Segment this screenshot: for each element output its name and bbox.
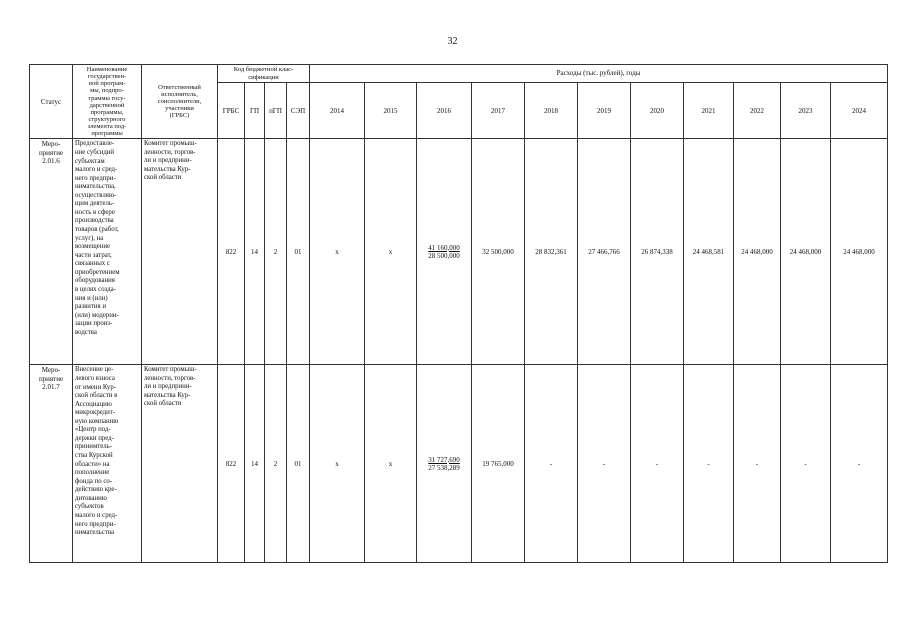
name-line: осуществляю- <box>75 191 117 199</box>
header-responsible-line: участники <box>165 105 194 113</box>
responsible-cell <box>142 365 218 563</box>
value-cell: 24 468,000 <box>781 139 831 365</box>
header-year: 2023 <box>781 83 831 139</box>
value-cell: - <box>631 365 684 563</box>
name-line: области» на <box>75 460 110 468</box>
header-gp: ГП <box>245 83 265 139</box>
table-row <box>30 139 888 365</box>
name-line: нимательства <box>75 529 114 537</box>
header-name-line: ной програм- <box>88 80 126 88</box>
responsible-line: мательства Кур- <box>144 391 191 399</box>
value-cell: - <box>525 365 578 563</box>
header-name-line: элемента под- <box>87 123 127 131</box>
name-line: Внесение це- <box>75 366 114 374</box>
header-year: 2014 <box>310 83 365 139</box>
name-line: держки пред- <box>75 434 114 442</box>
name-line: водства <box>75 328 97 336</box>
name-line: производства <box>75 217 114 225</box>
header-year: 2024 <box>831 83 888 139</box>
responsible-line: ской области <box>144 174 182 182</box>
name-line: ность в сфере <box>75 208 115 216</box>
name-line: «Центр под- <box>75 426 111 434</box>
name-line: товаров (работ, <box>75 226 119 234</box>
name-line: части затрат, <box>75 251 112 259</box>
header-year: 2019 <box>578 83 631 139</box>
name-line: развития и <box>75 303 107 311</box>
name-line: приобретением <box>75 268 120 276</box>
responsible-line: Комитет промыш- <box>144 366 197 374</box>
name-line: нимательства, <box>75 183 116 191</box>
value-cell: 24 468,000 <box>831 139 888 365</box>
header-name <box>73 65 142 139</box>
header-pgp: пГП <box>265 83 287 139</box>
header-expenses: Расходы (тыс. рублей), годы <box>310 65 888 83</box>
status-line: 2.01.7 <box>42 383 60 392</box>
header-budget-code <box>218 65 310 83</box>
name-line: ние субсидий <box>75 148 115 156</box>
header-responsible-line: (ГРБС) <box>169 112 190 120</box>
grbs-cell: 822 <box>218 365 245 563</box>
pgp-cell: 2 <box>265 365 287 563</box>
value-cell: 26 874,338 <box>631 139 684 365</box>
value-bottom: 27 538,289 <box>428 463 460 472</box>
name-line: услуг), на <box>75 234 104 242</box>
header-name-line: государствен- <box>87 73 127 81</box>
value-cell: - <box>734 365 781 563</box>
grbs-cell: 822 <box>218 139 245 365</box>
header-responsible <box>142 65 218 139</box>
status-line: приятие <box>38 148 64 157</box>
name-line: действию кре- <box>75 486 117 494</box>
name-line: в целях созда- <box>75 285 116 293</box>
header-year: 2017 <box>472 83 525 139</box>
name-line: щим деятель- <box>75 200 115 208</box>
name-line: микрокредит- <box>75 409 115 417</box>
activity-name-cell <box>73 139 142 365</box>
name-line: ской области в <box>75 392 118 400</box>
value-cell: х <box>310 365 365 563</box>
header-year: 2018 <box>525 83 578 139</box>
responsible-cell <box>142 139 218 365</box>
value-cell: 24 468,000 <box>734 139 781 365</box>
status-line: Меро- <box>41 140 61 149</box>
header-name-line: граммы госу- <box>88 94 126 102</box>
name-line: ную компанию <box>75 417 119 425</box>
value-cell: - <box>781 365 831 563</box>
responsible-line: ли и предприни- <box>144 383 192 391</box>
status-line: 2.01.6 <box>42 157 60 166</box>
responsible-line: мательства Кур- <box>144 165 191 173</box>
name-line: пополнение <box>75 469 110 477</box>
value-cell: х <box>365 365 417 563</box>
value-cell: - <box>578 365 631 563</box>
value-cell: 19 765,000 <box>472 365 525 563</box>
sep-cell: 01 <box>287 139 310 365</box>
value-top: 31 727,690 <box>428 455 460 464</box>
responsible-line: ской области <box>144 400 182 408</box>
value-cell: - <box>831 365 888 563</box>
name-line: него предпри- <box>75 174 116 182</box>
status-cell <box>30 365 73 563</box>
responsible-line: ленности, торгов- <box>144 148 196 156</box>
header-year: 2015 <box>365 83 417 139</box>
name-line: дитованию <box>75 494 107 502</box>
header-name-line: мы, подпро- <box>90 87 124 95</box>
header-name-line: программы, <box>90 108 124 116</box>
gp-cell: 14 <box>245 139 265 365</box>
name-line: связанных с <box>75 260 110 268</box>
name-line: Ассоциацию <box>75 400 112 408</box>
name-line: возмещение <box>75 243 111 251</box>
header-year: 2021 <box>684 83 734 139</box>
header-grbs: ГРБС <box>218 83 245 139</box>
name-line: фонда по со- <box>75 477 113 485</box>
value-cell: х <box>310 139 365 365</box>
header-year: 2022 <box>734 83 781 139</box>
name-line: зации произ- <box>75 320 113 328</box>
name-line: ства Курской <box>75 452 113 460</box>
status-cell <box>30 139 73 365</box>
sep-cell: 01 <box>287 365 310 563</box>
header-responsible-line: соисполнители, <box>157 98 202 106</box>
table-row <box>30 365 888 563</box>
value-bottom: 28 500,000 <box>428 251 460 260</box>
header-year: 2016 <box>417 83 472 139</box>
header-responsible-line: Ответственный <box>158 83 201 91</box>
value-cell-split <box>417 365 472 563</box>
value-top: 41 160,000 <box>428 243 460 252</box>
name-line: субъектов <box>75 503 104 511</box>
header-name-line: структурного <box>88 115 126 123</box>
header-status: Статус <box>30 65 73 139</box>
header-year: 2020 <box>631 83 684 139</box>
name-line: Предоставле- <box>75 140 115 148</box>
header-budget-code-line: Код бюджетной клас- <box>233 66 294 74</box>
gp-cell: 14 <box>245 365 265 563</box>
responsible-line: ли и предприни- <box>144 157 192 165</box>
header-sep: СЭП <box>287 83 310 139</box>
name-line: принимтель- <box>75 443 112 451</box>
header-name-line: дарственной <box>89 101 125 109</box>
value-cell-split <box>417 139 472 365</box>
status-line: Меро- <box>41 366 61 375</box>
name-line: него предпри- <box>75 520 116 528</box>
page-number: 32 <box>447 36 458 47</box>
budget-table <box>29 64 888 563</box>
value-cell: х <box>365 139 417 365</box>
value-cell: 32 500,000 <box>472 139 525 365</box>
name-line: малого и сред- <box>75 166 118 174</box>
header-name-line: Наименование <box>86 66 128 73</box>
responsible-line: Комитет промыш- <box>144 140 197 148</box>
name-line: ния и (или) <box>75 294 108 302</box>
activity-name-cell <box>73 365 142 563</box>
name-line: оборудования <box>75 277 115 285</box>
pgp-cell: 2 <box>265 139 287 365</box>
value-cell: - <box>684 365 734 563</box>
header-budget-code-line: сификации <box>248 73 279 81</box>
name-line: от имени Кур- <box>75 383 116 391</box>
responsible-line: ленности, торгов- <box>144 374 196 382</box>
name-line: левого взноса <box>75 374 115 382</box>
header-responsible-line: исполнитель, <box>161 90 198 98</box>
name-line: малого и сред- <box>75 511 118 519</box>
name-line: субъектам <box>75 157 105 165</box>
name-line: (или) модерни- <box>75 311 119 319</box>
value-cell: 24 468,581 <box>684 139 734 365</box>
value-cell: 28 832,361 <box>525 139 578 365</box>
header-name-line: программы <box>91 130 123 138</box>
value-cell: 27 466,766 <box>578 139 631 365</box>
status-line: приятие <box>38 374 64 383</box>
